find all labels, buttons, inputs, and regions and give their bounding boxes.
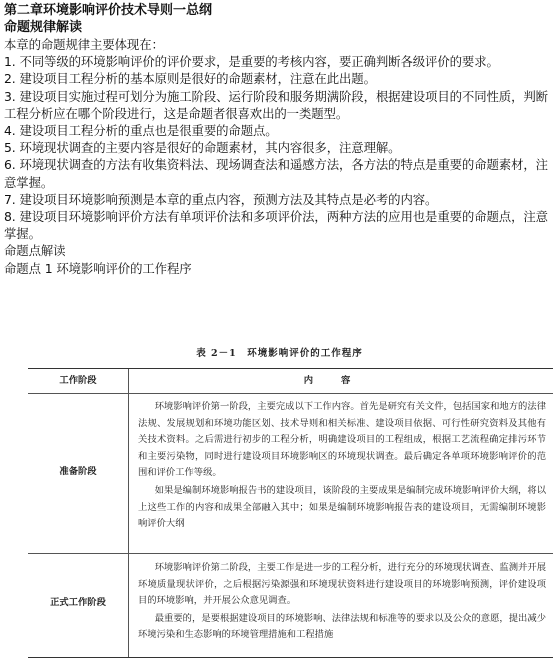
table-row xyxy=(28,554,553,657)
content-cell xyxy=(138,399,546,533)
point-6: 6. 环境现状调查的方法有收集资料法、现场调查法和遥感方法，各方法的特点是重要的命题素材，注意掌握。 xyxy=(4,157,548,190)
header-stage: 工作阶段 xyxy=(59,375,97,386)
point-4: 4. 建设项目工程分析的重点也是很重要的命题点。 xyxy=(4,123,278,139)
content-paragraph: 如果是编制环境影响报告书的建设项目，该阶段的主要成果是编制完成环境影响评价大纲，将以上这些工作的内容和成果全部融入其中；如果是编制环境影响报告表的建设项目，无需编制环境影响评价大纲 xyxy=(138,484,546,530)
table-caption: 表 2－1 环境影响评价的工作程序 xyxy=(196,348,363,359)
content-paragraph: 最重要的，是要根据建设项目的环境影响、法律法规和标准等的要求以及公众的意愿，提出减少环境污染和生态影响的环境管理措施和工程措施 xyxy=(138,612,546,641)
point-2: 2. 建设项目工程分析的基本原则是很好的命题素材，注意在此出题。 xyxy=(4,71,376,87)
content-cell xyxy=(138,560,546,644)
section-label: 命题点解读 xyxy=(4,243,66,259)
section-subheading: 命题规律解读 xyxy=(4,20,83,35)
point-1: 1. 不同等级的环境影响评价的评价要求，是重要的考核内容，要正确判断各级评价的要求。 xyxy=(4,54,499,70)
table-row xyxy=(28,393,553,554)
intro-text: 本章的命题规律主要体现在： xyxy=(4,37,164,52)
table-header-row xyxy=(28,369,553,394)
stage-cell: 准备阶段 xyxy=(59,466,97,477)
chapter-heading: 第二章环境影响评价技术导则一总纲 xyxy=(4,3,213,18)
content-paragraph: 环境影响评价第一阶段，主要完成以下工作内容。首先是研究有关文件，包括国家和地方的法律法规、发展规划和环境功能区划、技术导则和相关标准、建设项目依据、可行性研究资料及其他有关技术资料。之后需进行初步的工程分析，明确建设项目的工程组成，根据工艺流程确定排污环节和主要污染物，同时进行建设项目环境影响区的环境现状调查。最后确定各单项环境影响评价的范围和评价工作等级。 xyxy=(138,401,546,479)
text-section xyxy=(4,2,555,277)
point-7: 7. 建设项目环境影响预测是本章的重点内容，预测方法及其特点是必考的内容。 xyxy=(4,191,438,207)
procedure-table xyxy=(28,368,553,658)
header-content: 内容 xyxy=(303,375,379,386)
point-8: 8. 建设项目环境影响评价方法有单项评价法和多项评价法，两种方法的应用也是重要的命题点，注意掌握。 xyxy=(4,209,548,242)
point-5: 5. 环境现状调查的主要内容是很好的命题素材，其内容很多，注意理解。 xyxy=(4,140,401,156)
content-paragraph: 环境影响评价第二阶段，主要工作是进一步的工程分析，进行充分的环境现状调查、监测并开展环境质量现状评价，之后根据污染源强和环境现状资料进行建设项目的环境影响预测，评价建设项目的环境影响，并开展公众意见调查。 xyxy=(138,562,546,607)
point-3: 3. 建设项目实施过程可划分为施工阶段、运行阶段和服务期满阶段，根据建设项目的不同性质，判断工程分析应在哪个阶段进行，这是命题者很喜欢出的一类题型。 xyxy=(4,88,548,121)
stage-cell: 正式工作阶段 xyxy=(50,597,106,608)
point-title: 命题点 1 环境影响评价的工作程序 xyxy=(4,260,192,276)
